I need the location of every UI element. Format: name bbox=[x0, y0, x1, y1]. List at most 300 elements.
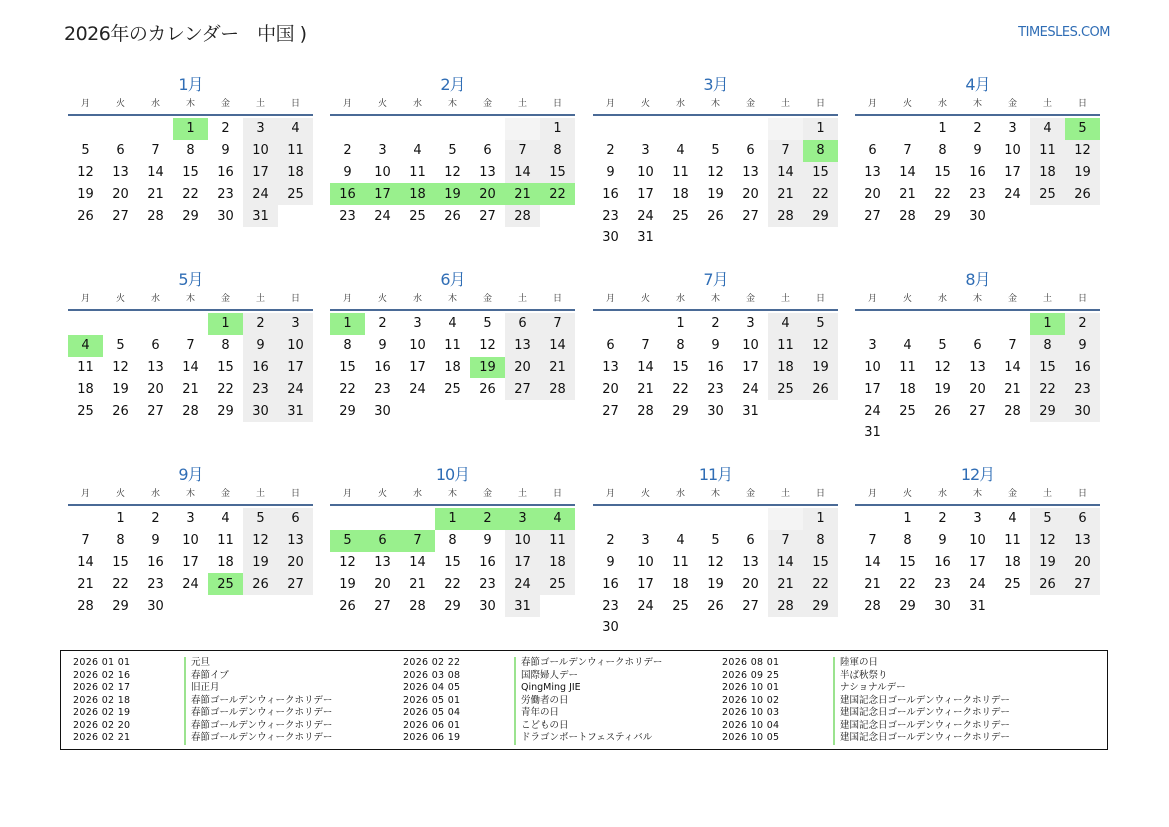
day-cell: 20 bbox=[1065, 552, 1100, 574]
day-cell: 4 bbox=[540, 508, 575, 530]
holiday-row bbox=[73, 707, 393, 720]
holiday-row bbox=[73, 657, 393, 670]
empty-cell bbox=[68, 313, 103, 335]
weekday-label: 水 bbox=[937, 489, 947, 499]
day-grid bbox=[68, 118, 313, 227]
day-cell: 21 bbox=[1004, 381, 1021, 397]
month-title: 10月 bbox=[435, 465, 470, 484]
weekday-label: 火 bbox=[640, 99, 650, 109]
day-cell: 16 bbox=[374, 359, 391, 375]
weekday-label: 火 bbox=[902, 99, 912, 109]
weekday-label: 日 bbox=[1077, 489, 1087, 499]
holiday-row bbox=[722, 682, 1042, 695]
day-cell: 27 bbox=[505, 378, 540, 400]
day-cell: 5 bbox=[330, 530, 365, 552]
day-cell: 1 bbox=[173, 118, 208, 140]
weekday-header bbox=[330, 97, 575, 116]
day-cell: 3 bbox=[1008, 121, 1017, 137]
holiday-name: ナショナルデー bbox=[833, 682, 906, 695]
day-cell: 29 bbox=[444, 598, 461, 614]
day-cell: 5 bbox=[243, 508, 278, 530]
weekday-label: 土 bbox=[1042, 99, 1052, 109]
day-cell: 23 bbox=[934, 576, 951, 592]
day-cell: 7 bbox=[540, 313, 575, 335]
weekday-label: 月 bbox=[342, 294, 352, 304]
weekday-label: 金 bbox=[1007, 489, 1017, 499]
day-cell: 22 bbox=[803, 573, 838, 595]
holiday-row bbox=[722, 657, 1042, 670]
weekday-label: 木 bbox=[972, 489, 982, 499]
day-cell: 20 bbox=[278, 552, 313, 574]
day-cell: 17 bbox=[637, 186, 654, 202]
day-cell: 30 bbox=[374, 403, 391, 419]
weekday-label: 土 bbox=[517, 294, 527, 304]
weekday-label: 金 bbox=[745, 489, 755, 499]
day-cell: 28 bbox=[637, 403, 654, 419]
day-cell: 18 bbox=[1004, 554, 1021, 570]
holiday-name: 旧正月 bbox=[184, 682, 220, 695]
holiday-name: 建国記念日ゴールデンウィークホリデー bbox=[833, 732, 1010, 745]
holiday-list bbox=[60, 650, 1108, 750]
day-cell: 20 bbox=[742, 186, 759, 202]
day-cell: 7 bbox=[186, 338, 195, 354]
day-cell: 11 bbox=[899, 359, 916, 375]
day-cell: 7 bbox=[641, 338, 650, 354]
day-cell: 29 bbox=[339, 403, 356, 419]
month-block bbox=[330, 268, 575, 422]
holiday-date: 2026 02 16 bbox=[73, 669, 131, 681]
day-cell: 26 bbox=[1065, 183, 1100, 205]
holiday-name: QingMing JIE bbox=[514, 682, 581, 695]
holiday-date: 2026 02 18 bbox=[73, 694, 131, 706]
weekday-label: 土 bbox=[255, 489, 265, 499]
day-cell: 6 bbox=[746, 143, 755, 159]
holiday-row bbox=[722, 720, 1042, 733]
empty-cell bbox=[540, 400, 575, 422]
day-cell: 25 bbox=[77, 403, 94, 419]
holiday-name: 春節ゴールデンウィークホリデー bbox=[184, 695, 332, 708]
empty-cell bbox=[628, 508, 663, 530]
day-cell: 20 bbox=[505, 357, 540, 379]
day-grid bbox=[330, 118, 575, 227]
day-cell: 26 bbox=[444, 208, 461, 224]
day-cell: 23 bbox=[374, 381, 391, 397]
holiday-column bbox=[403, 657, 723, 745]
day-cell: 3 bbox=[868, 338, 877, 354]
day-cell: 24 bbox=[409, 381, 426, 397]
day-cell: 9 bbox=[243, 335, 278, 357]
day-cell: 21 bbox=[505, 183, 540, 205]
day-cell: 29 bbox=[1030, 400, 1065, 422]
day-cell: 27 bbox=[742, 208, 759, 224]
holiday-row bbox=[403, 720, 723, 733]
empty-cell bbox=[68, 508, 103, 530]
day-cell: 19 bbox=[112, 381, 129, 397]
empty-cell bbox=[698, 227, 733, 249]
day-cell: 13 bbox=[602, 359, 619, 375]
day-cell: 29 bbox=[217, 403, 234, 419]
day-cell: 30 bbox=[147, 598, 164, 614]
day-cell: 10 bbox=[278, 335, 313, 357]
empty-cell bbox=[890, 118, 925, 140]
day-cell: 14 bbox=[409, 554, 426, 570]
day-cell: 6 bbox=[1065, 508, 1100, 530]
day-cell: 29 bbox=[672, 403, 689, 419]
day-grid bbox=[593, 118, 838, 249]
holiday-date: 2026 09 25 bbox=[722, 669, 780, 681]
day-cell: 19 bbox=[243, 552, 278, 574]
day-cell: 14 bbox=[899, 164, 916, 180]
empty-cell bbox=[663, 508, 698, 530]
day-cell: 1 bbox=[803, 118, 838, 140]
day-cell: 13 bbox=[864, 164, 881, 180]
holiday-name: 春節ゴールデンウィークホリデー bbox=[184, 707, 332, 720]
day-cell: 31 bbox=[278, 400, 313, 422]
day-cell: 9 bbox=[378, 338, 387, 354]
site-link[interactable]: TIMESLES.COM bbox=[1018, 25, 1110, 40]
holiday-name: 労働者の日 bbox=[514, 695, 569, 708]
day-cell: 3 bbox=[413, 316, 422, 332]
day-cell: 10 bbox=[505, 530, 540, 552]
empty-cell bbox=[733, 227, 768, 249]
weekday-label: 水 bbox=[150, 489, 160, 499]
weekday-label: 火 bbox=[115, 489, 125, 499]
day-cell: 7 bbox=[400, 530, 435, 552]
day-cell: 8 bbox=[938, 143, 947, 159]
day-cell: 10 bbox=[969, 533, 986, 549]
day-cell: 31 bbox=[243, 205, 278, 227]
day-cell: 16 bbox=[217, 164, 234, 180]
day-cell: 2 bbox=[938, 511, 947, 527]
month-title: 1月 bbox=[178, 75, 203, 94]
weekday-label: 水 bbox=[937, 294, 947, 304]
weekday-label: 月 bbox=[80, 99, 90, 109]
day-cell: 31 bbox=[864, 425, 881, 441]
day-grid bbox=[855, 313, 1100, 444]
day-cell: 25 bbox=[899, 403, 916, 419]
weekday-label: 金 bbox=[220, 99, 230, 109]
day-cell: 25 bbox=[540, 573, 575, 595]
empty-cell bbox=[733, 118, 768, 140]
month-title: 12月 bbox=[960, 465, 995, 484]
month-block bbox=[68, 73, 313, 227]
day-cell: 7 bbox=[81, 533, 90, 549]
day-cell: 22 bbox=[182, 186, 199, 202]
empty-cell bbox=[628, 118, 663, 140]
holiday-row bbox=[73, 732, 393, 745]
day-grid bbox=[330, 508, 575, 617]
empty-cell bbox=[698, 118, 733, 140]
day-cell: 18 bbox=[540, 552, 575, 574]
day-cell: 9 bbox=[711, 338, 720, 354]
empty-cell bbox=[890, 422, 925, 444]
empty-cell bbox=[663, 617, 698, 639]
day-cell: 17 bbox=[365, 183, 400, 205]
day-cell: 9 bbox=[606, 554, 615, 570]
day-cell: 16 bbox=[602, 576, 619, 592]
day-cell: 12 bbox=[339, 554, 356, 570]
weekday-label: 水 bbox=[412, 294, 422, 304]
day-cell: 24 bbox=[278, 378, 313, 400]
day-cell: 8 bbox=[676, 338, 685, 354]
day-cell: 12 bbox=[243, 530, 278, 552]
day-cell: 8 bbox=[803, 140, 838, 162]
day-cell: 7 bbox=[903, 143, 912, 159]
weekday-label: 金 bbox=[745, 99, 755, 109]
day-cell: 16 bbox=[1065, 357, 1100, 379]
day-cell: 5 bbox=[938, 338, 947, 354]
empty-cell bbox=[103, 313, 138, 335]
empty-cell bbox=[733, 508, 768, 530]
day-grid bbox=[330, 313, 575, 422]
day-cell: 25 bbox=[409, 208, 426, 224]
empty-cell bbox=[855, 508, 890, 530]
day-cell: 30 bbox=[969, 208, 986, 224]
day-cell: 9 bbox=[1065, 335, 1100, 357]
day-cell: 29 bbox=[899, 598, 916, 614]
weekday-label: 火 bbox=[377, 294, 387, 304]
day-cell: 17 bbox=[1004, 164, 1021, 180]
day-cell: 24 bbox=[374, 208, 391, 224]
day-cell: 25 bbox=[768, 378, 803, 400]
day-cell: 22 bbox=[934, 186, 951, 202]
day-cell: 28 bbox=[182, 403, 199, 419]
empty-cell bbox=[173, 313, 208, 335]
day-cell: 29 bbox=[934, 208, 951, 224]
holiday-date: 2026 03 08 bbox=[403, 669, 461, 681]
holiday-name: 春節ゴールデンウィークホリデー bbox=[184, 732, 332, 745]
day-cell: 25 bbox=[444, 381, 461, 397]
weekday-label: 火 bbox=[377, 99, 387, 109]
day-cell: 13 bbox=[278, 530, 313, 552]
day-cell: 23 bbox=[602, 598, 619, 614]
holiday-name: 建国記念日ゴールデンウィークホリデー bbox=[833, 720, 1010, 733]
empty-cell bbox=[173, 595, 208, 617]
day-cell: 10 bbox=[742, 338, 759, 354]
day-cell: 8 bbox=[186, 143, 195, 159]
empty-cell bbox=[540, 205, 575, 227]
day-cell: 12 bbox=[479, 338, 496, 354]
weekday-label: 金 bbox=[220, 489, 230, 499]
day-cell: 27 bbox=[278, 573, 313, 595]
day-cell: 5 bbox=[448, 143, 457, 159]
day-cell: 10 bbox=[1004, 143, 1021, 159]
holiday-row bbox=[73, 670, 393, 683]
weekday-label: 水 bbox=[412, 489, 422, 499]
day-cell: 23 bbox=[707, 381, 724, 397]
weekday-label: 日 bbox=[552, 489, 562, 499]
day-cell: 22 bbox=[217, 381, 234, 397]
holiday-date: 2026 02 19 bbox=[73, 707, 131, 718]
day-cell: 16 bbox=[243, 357, 278, 379]
holiday-row bbox=[73, 720, 393, 733]
day-cell: 26 bbox=[934, 403, 951, 419]
day-cell: 20 bbox=[742, 576, 759, 592]
day-cell: 15 bbox=[934, 164, 951, 180]
weekday-header bbox=[68, 97, 313, 116]
weekday-label: 金 bbox=[220, 294, 230, 304]
day-cell: 25 bbox=[1030, 183, 1065, 205]
day-cell: 2 bbox=[151, 511, 160, 527]
weekday-label: 火 bbox=[377, 489, 387, 499]
empty-cell bbox=[593, 313, 628, 335]
day-cell: 25 bbox=[1004, 576, 1021, 592]
day-cell: 16 bbox=[602, 186, 619, 202]
weekday-label: 土 bbox=[517, 99, 527, 109]
day-cell: 5 bbox=[1030, 508, 1065, 530]
day-cell: 10 bbox=[409, 338, 426, 354]
day-cell: 17 bbox=[505, 552, 540, 574]
day-cell: 22 bbox=[112, 576, 129, 592]
day-cell: 9 bbox=[938, 533, 947, 549]
day-cell: 23 bbox=[147, 576, 164, 592]
empty-cell bbox=[505, 400, 540, 422]
day-cell: 15 bbox=[803, 552, 838, 574]
weekday-header bbox=[68, 487, 313, 506]
weekday-label: 月 bbox=[342, 99, 352, 109]
empty-cell bbox=[435, 400, 470, 422]
day-cell: 31 bbox=[742, 403, 759, 419]
day-cell: 15 bbox=[540, 162, 575, 184]
day-cell: 19 bbox=[470, 357, 505, 379]
weekday-label: 金 bbox=[1007, 294, 1017, 304]
weekday-label: 日 bbox=[815, 489, 825, 499]
day-cell: 22 bbox=[339, 381, 356, 397]
day-cell: 27 bbox=[112, 208, 129, 224]
empty-cell bbox=[768, 508, 803, 530]
holiday-name: 青年の日 bbox=[514, 707, 559, 720]
empty-cell bbox=[733, 617, 768, 639]
day-cell: 11 bbox=[672, 164, 689, 180]
day-cell: 31 bbox=[505, 595, 540, 617]
empty-cell bbox=[138, 313, 173, 335]
day-cell: 24 bbox=[1004, 186, 1021, 202]
day-cell: 3 bbox=[243, 118, 278, 140]
month-block bbox=[855, 73, 1100, 227]
empty-cell bbox=[400, 118, 435, 140]
month-block bbox=[593, 73, 838, 249]
month-title: 3月 bbox=[703, 75, 728, 94]
holiday-date: 2026 10 04 bbox=[722, 719, 780, 731]
weekday-label: 日 bbox=[290, 99, 300, 109]
holiday-column bbox=[73, 657, 393, 745]
empty-cell bbox=[890, 313, 925, 335]
day-cell: 12 bbox=[707, 164, 724, 180]
empty-cell bbox=[803, 617, 838, 639]
day-cell: 22 bbox=[899, 576, 916, 592]
day-cell: 10 bbox=[637, 554, 654, 570]
empty-cell bbox=[470, 118, 505, 140]
empty-cell bbox=[330, 508, 365, 530]
day-cell: 2 bbox=[973, 121, 982, 137]
empty-cell bbox=[593, 508, 628, 530]
weekday-label: 金 bbox=[482, 294, 492, 304]
weekday-label: 木 bbox=[972, 294, 982, 304]
weekday-header bbox=[593, 292, 838, 311]
day-cell: 27 bbox=[864, 208, 881, 224]
day-cell: 16 bbox=[707, 359, 724, 375]
empty-cell bbox=[768, 118, 803, 140]
holiday-date: 2026 02 20 bbox=[73, 719, 131, 731]
day-cell: 26 bbox=[77, 208, 94, 224]
day-cell: 10 bbox=[243, 140, 278, 162]
day-cell: 2 bbox=[606, 143, 615, 159]
weekday-header bbox=[855, 292, 1100, 311]
day-cell: 5 bbox=[1065, 118, 1100, 140]
day-cell: 21 bbox=[409, 576, 426, 592]
day-cell: 13 bbox=[479, 164, 496, 180]
day-cell: 1 bbox=[676, 316, 685, 332]
day-cell: 2 bbox=[243, 313, 278, 335]
weekday-label: 水 bbox=[150, 99, 160, 109]
day-cell: 27 bbox=[969, 403, 986, 419]
day-cell: 24 bbox=[637, 598, 654, 614]
weekday-label: 木 bbox=[185, 99, 195, 109]
day-cell: 19 bbox=[435, 183, 470, 205]
empty-cell bbox=[1065, 205, 1100, 227]
day-cell: 21 bbox=[768, 573, 803, 595]
day-cell: 26 bbox=[707, 208, 724, 224]
day-cell: 16 bbox=[330, 183, 365, 205]
day-cell: 3 bbox=[641, 533, 650, 549]
weekday-label: 月 bbox=[605, 489, 615, 499]
day-cell: 17 bbox=[182, 554, 199, 570]
day-grid bbox=[855, 508, 1100, 617]
month-title: 5月 bbox=[178, 270, 203, 289]
empty-cell bbox=[960, 313, 995, 335]
day-cell: 26 bbox=[707, 598, 724, 614]
empty-cell bbox=[138, 118, 173, 140]
day-cell: 1 bbox=[540, 118, 575, 140]
empty-cell bbox=[208, 595, 243, 617]
day-cell: 4 bbox=[68, 335, 103, 357]
day-cell: 28 bbox=[1004, 403, 1021, 419]
empty-cell bbox=[278, 205, 313, 227]
page-title: 2026年のカレンダー 中国 ) bbox=[64, 23, 307, 45]
day-cell: 7 bbox=[768, 140, 803, 162]
day-cell: 14 bbox=[864, 554, 881, 570]
day-cell: 18 bbox=[77, 381, 94, 397]
day-cell: 29 bbox=[803, 205, 838, 227]
day-cell: 16 bbox=[969, 164, 986, 180]
day-cell: 19 bbox=[1030, 552, 1065, 574]
day-cell: 18 bbox=[672, 576, 689, 592]
day-cell: 8 bbox=[903, 533, 912, 549]
empty-cell bbox=[803, 227, 838, 249]
day-cell: 21 bbox=[182, 381, 199, 397]
weekday-header bbox=[855, 97, 1100, 116]
day-cell: 25 bbox=[278, 183, 313, 205]
day-cell: 30 bbox=[1065, 400, 1100, 422]
day-cell: 24 bbox=[505, 573, 540, 595]
holiday-name: ドラゴンボートフェスティバル bbox=[514, 732, 652, 745]
day-cell: 8 bbox=[116, 533, 125, 549]
day-cell: 30 bbox=[602, 230, 619, 246]
day-cell: 29 bbox=[182, 208, 199, 224]
empty-cell bbox=[995, 205, 1030, 227]
weekday-header bbox=[593, 97, 838, 116]
month-block bbox=[855, 463, 1100, 617]
holiday-date: 2026 10 01 bbox=[722, 682, 780, 693]
day-cell: 13 bbox=[969, 359, 986, 375]
weekday-label: 日 bbox=[815, 294, 825, 304]
day-cell: 2 bbox=[378, 316, 387, 332]
day-cell: 22 bbox=[540, 183, 575, 205]
weekday-label: 木 bbox=[447, 294, 457, 304]
weekday-label: 月 bbox=[867, 489, 877, 499]
holiday-date: 2026 02 21 bbox=[73, 732, 131, 743]
day-cell: 7 bbox=[151, 143, 160, 159]
